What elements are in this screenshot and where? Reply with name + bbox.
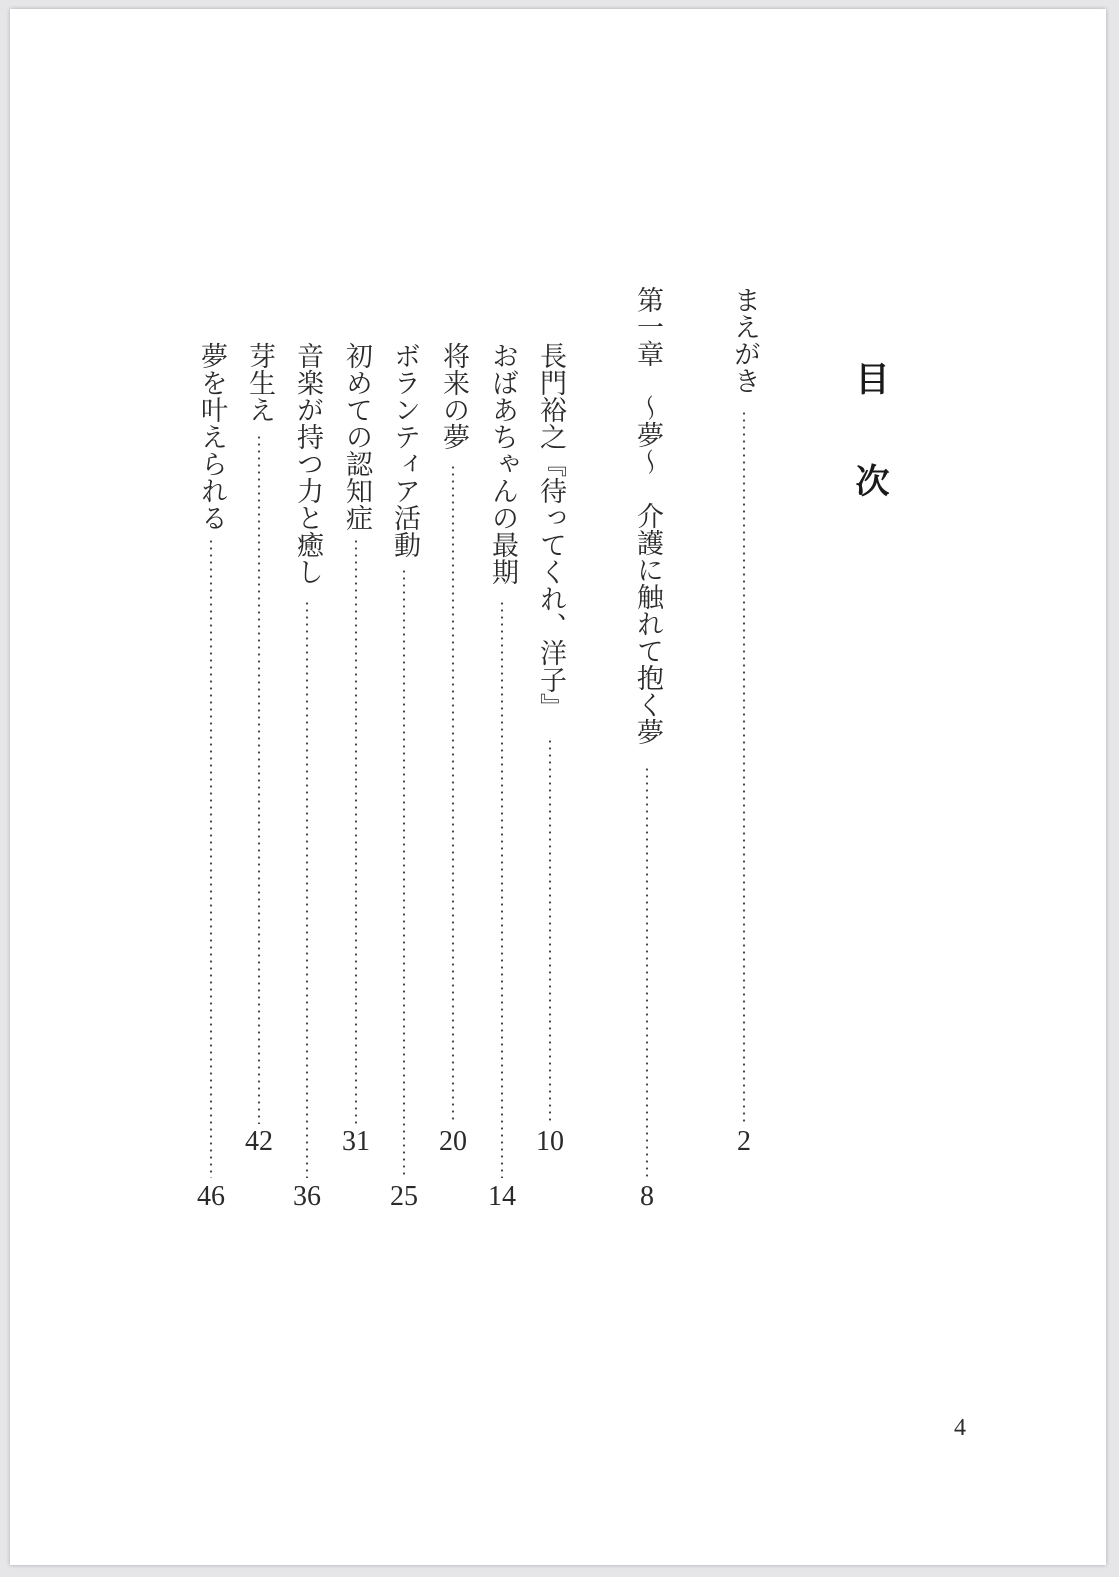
toc-entry-page: 14	[488, 1181, 516, 1212]
dot-leader	[402, 568, 406, 1178]
dot-leader	[742, 410, 746, 1126]
toc-entry-page: 2	[737, 1126, 751, 1157]
toc-entry-page: 8	[640, 1181, 654, 1212]
dot-leader	[257, 434, 261, 1124]
toc-entry-page: 25	[390, 1181, 418, 1212]
toc-entry-title: 初めての認知症	[341, 342, 372, 531]
toc-entry-title: 芽生え	[244, 342, 275, 423]
toc-title: 目次	[849, 361, 889, 565]
dot-leader	[645, 766, 649, 1180]
toc-entry-page: 42	[245, 1126, 273, 1157]
dot-leader	[354, 538, 358, 1124]
dot-leader	[305, 600, 309, 1178]
toc-entry-page: 20	[439, 1126, 467, 1157]
dot-leader	[209, 538, 213, 1178]
toc-entry-title: 長門裕之『待ってくれ、洋子』	[535, 342, 566, 720]
toc-entry-page: 46	[197, 1181, 225, 1212]
dot-leader	[548, 738, 552, 1124]
page-number: 4	[954, 1415, 966, 1441]
dot-leader	[451, 464, 455, 1124]
toc-entry-title: 第一章 ～夢～ 介護に触れて抱く夢	[632, 286, 663, 745]
toc-entry-page: 36	[293, 1181, 321, 1212]
toc-entry-title: 音楽が持つ力と癒し	[292, 342, 323, 585]
toc-entry-title: 夢を叶えられる	[196, 342, 227, 531]
toc-entry-page: 31	[342, 1126, 370, 1157]
book-page	[10, 9, 1106, 1565]
toc-entry-title: ボランティア活動	[389, 342, 420, 558]
toc-entry-title: 将来の夢	[438, 342, 469, 450]
toc-entry-title: まえがき	[729, 286, 760, 394]
toc-entry-page: 10	[536, 1126, 564, 1157]
dot-leader	[500, 600, 504, 1178]
toc-entry-title: おばあちゃんの最期	[487, 342, 518, 585]
